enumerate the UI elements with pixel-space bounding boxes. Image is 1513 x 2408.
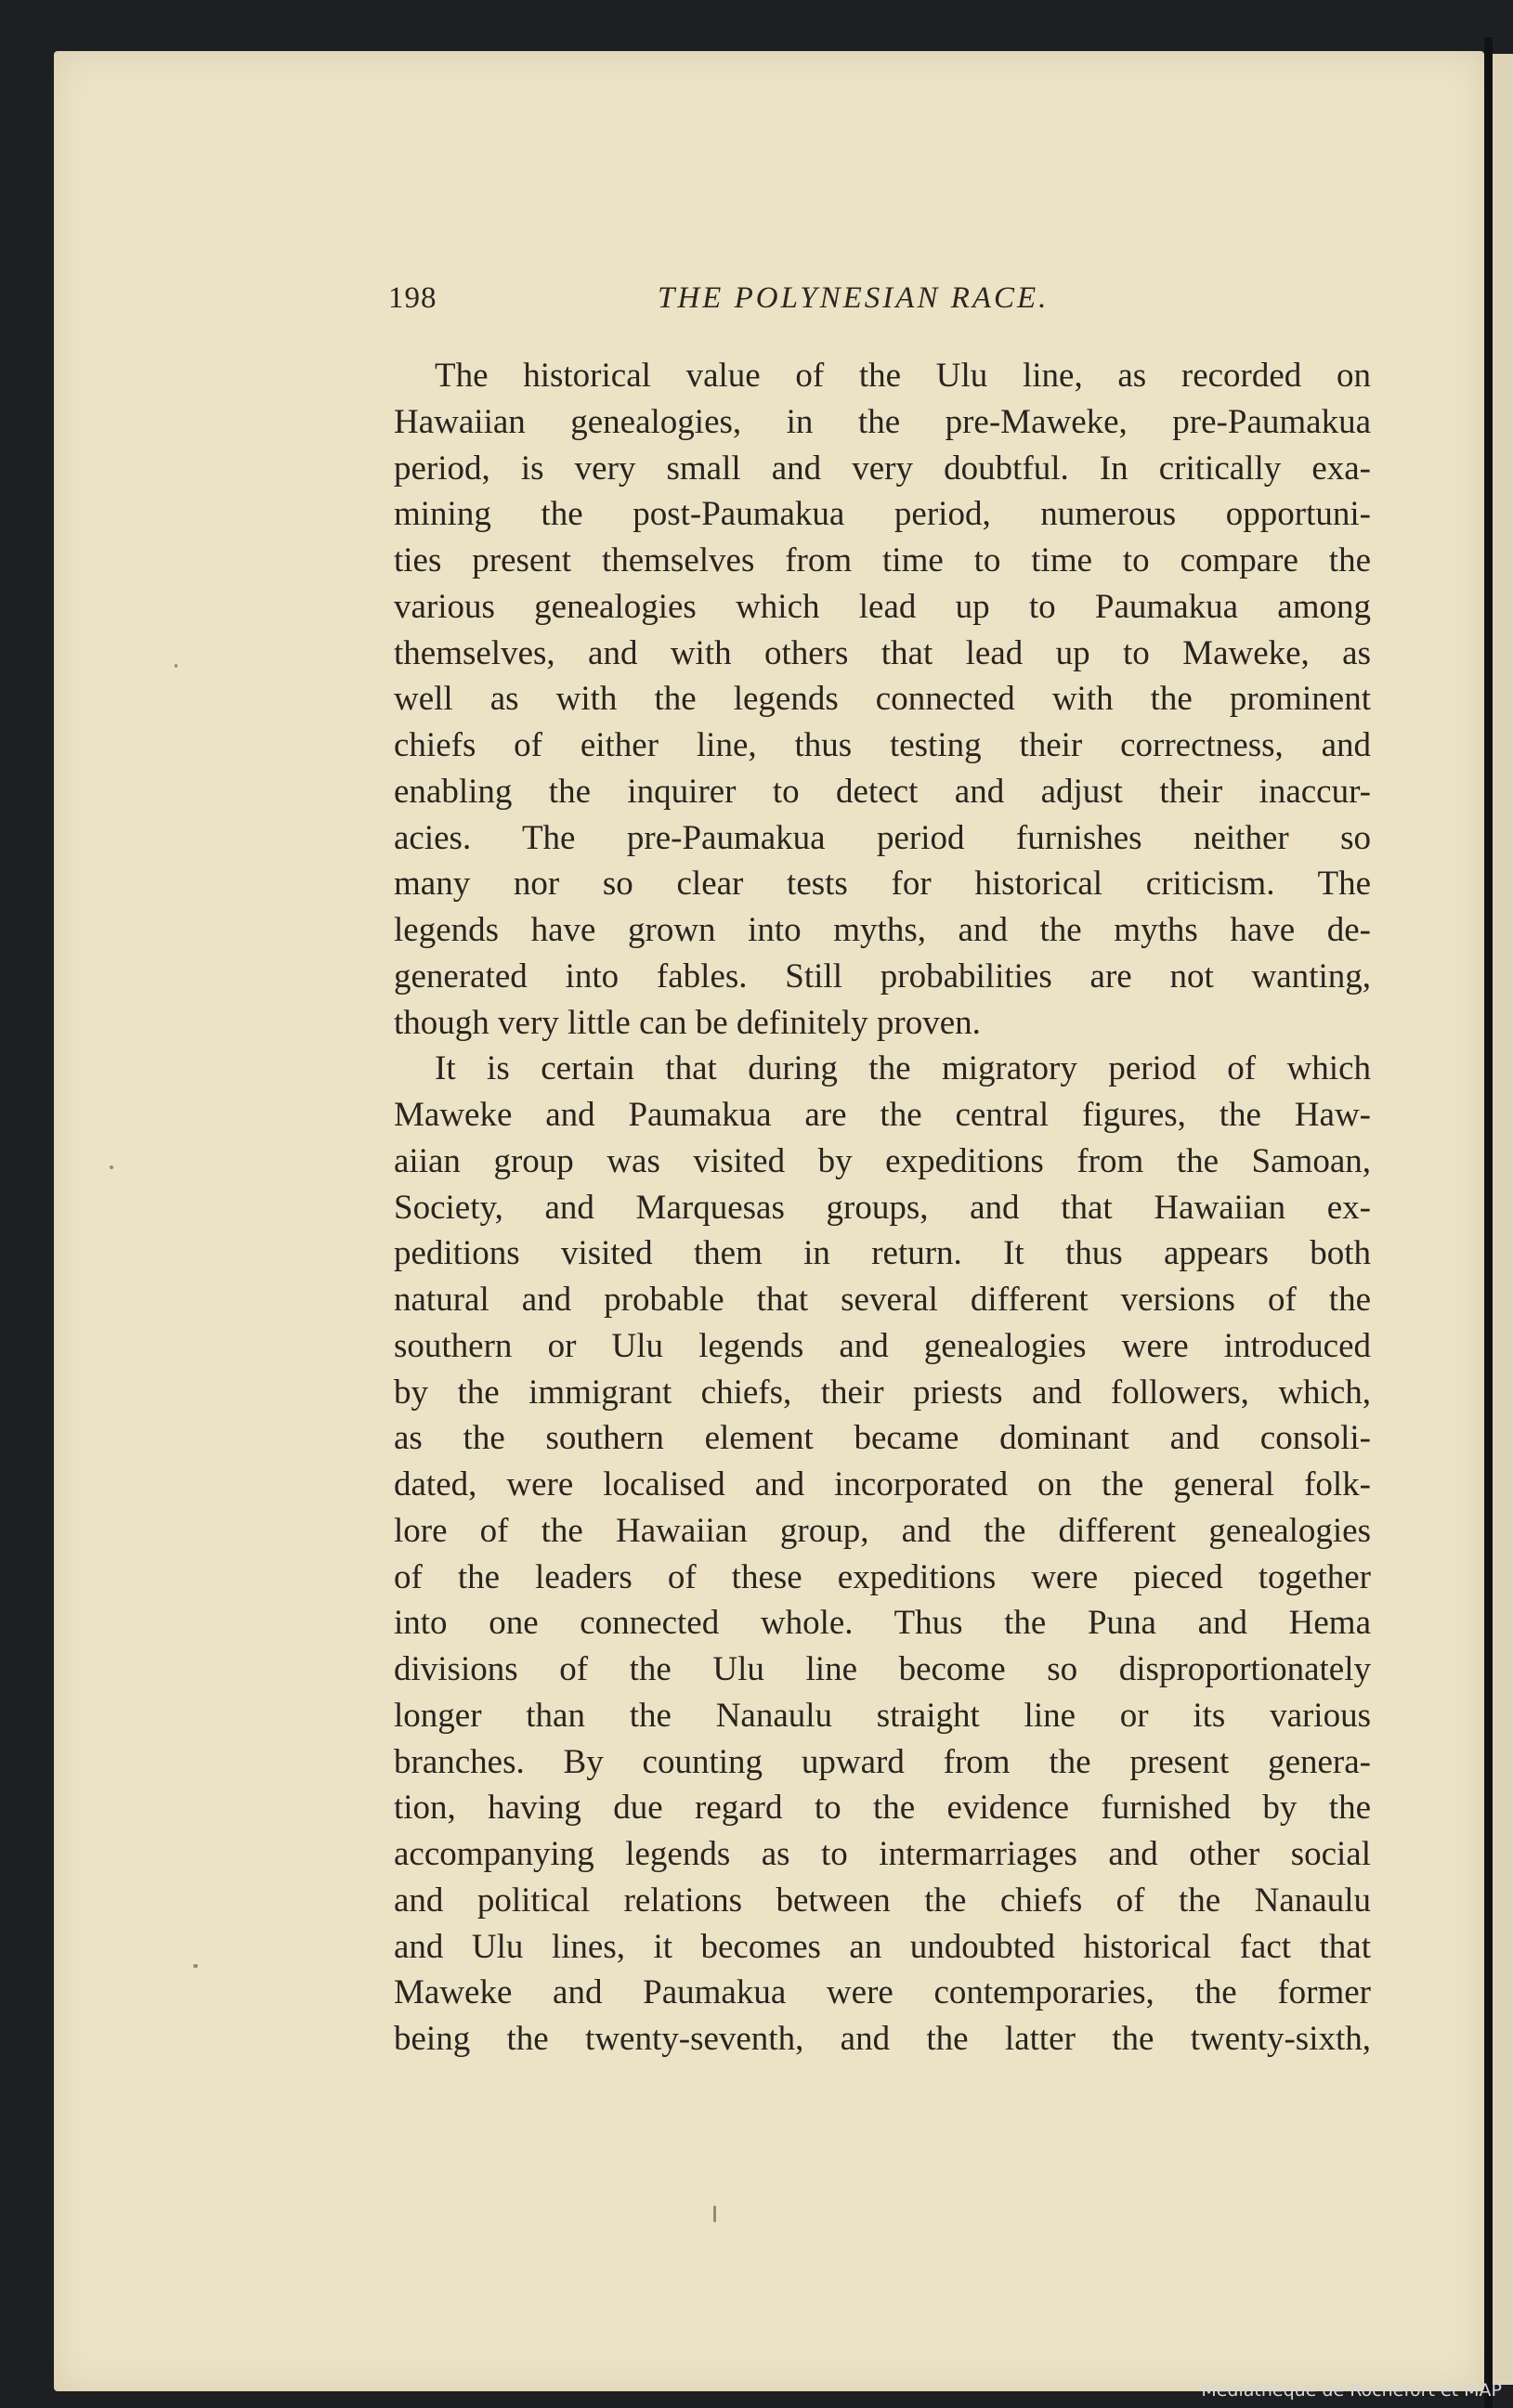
text-line: natural and probable that several different versions of the <box>394 1281 1371 1319</box>
text-line: themselves, and with others that lead up to Maweke, as <box>394 633 1371 672</box>
text-line: by the immigrant chiefs, their priests and followers, which, <box>394 1373 1371 1412</box>
text-line: longer than the Nanaulu straight line or its various <box>394 1696 1371 1735</box>
book-spine <box>1484 37 1493 2408</box>
text-line: chiefs of either line, thus testing their correctness, and <box>394 726 1371 764</box>
text-line: generated into fables. Still probabilities are not wanting, <box>394 957 1371 996</box>
body-text <box>394 353 1371 2063</box>
paper-speck <box>175 664 177 668</box>
paper-speck <box>110 1165 113 1169</box>
paper-speck <box>713 2206 716 2222</box>
text-line: many nor so clear tests for historical criticism. The <box>394 865 1371 904</box>
paragraph-1 <box>394 353 1371 1046</box>
text-line: dated, were localised and incorporated on the general folk- <box>394 1465 1371 1503</box>
text-line: Hawaiian genealogies, in the pre-Maweke, pre-Paumakua <box>394 402 1371 441</box>
page-number: 198 <box>388 281 437 315</box>
running-title: THE POLYNESIAN RACE. <box>658 281 1050 315</box>
text-line: into one connected whole. Thus the Puna and Hema <box>394 1604 1371 1643</box>
text-line: The historical value of the Ulu line, as recorded on <box>435 357 1371 395</box>
text-line: various genealogies which lead up to Paumakua among <box>394 587 1371 626</box>
text-line: accompanying legends as to intermarriages and other social <box>394 1835 1371 1873</box>
text-line: Maweke and Paumakua are the central figures, the Haw- <box>394 1096 1371 1134</box>
text-line: mining the post-Paumakua period, numerous opportuni- <box>394 495 1371 534</box>
text-line: aiian group was visited by expeditions from the Samoan, <box>394 1141 1371 1180</box>
image-credit: Médiathèque de Rochefort et MAP <box>1201 2380 1502 2401</box>
text-line: and political relations between the chiefs of the Nanaulu <box>394 1881 1371 1920</box>
text-line: enabling the inquirer to detect and adjust their inaccur- <box>394 772 1371 811</box>
text-line: lore of the Hawaiian group, and the different genealogies <box>394 1511 1371 1550</box>
text-line: and Ulu lines, it becomes an undoubted historical fact that <box>394 1927 1371 1966</box>
paragraph-2 <box>394 1046 1371 2063</box>
text-line: southern or Ulu legends and genealogies were introduced <box>394 1326 1371 1365</box>
running-head <box>388 281 1373 333</box>
text-line: legends have grown into myths, and the myths have de- <box>394 911 1371 949</box>
text-line: Maweke and Paumakua were contemporaries, the former <box>394 1973 1371 2012</box>
text-line: peditions visited them in return. It thus appears both <box>394 1234 1371 1273</box>
text-line: ties present themselves from time to time to compare the <box>394 541 1371 579</box>
paper-speck <box>193 1964 198 1968</box>
facing-page-edge <box>1493 54 1513 2385</box>
text-line: as the southern element became dominant and consoli- <box>394 1419 1371 1458</box>
text-line: Society, and Marquesas groups, and that Hawaiian ex- <box>394 1188 1371 1227</box>
text-line: It is certain that during the migratory period of which <box>435 1049 1371 1088</box>
text-line: being the twenty-seventh, and the latter the twenty-sixth, <box>394 2020 1371 2058</box>
text-line: branches. By counting upward from the present genera- <box>394 1742 1371 1781</box>
text-line: period, is very small and very doubtful. In critically exa- <box>394 449 1371 488</box>
text-line: tion, having due regard to the evidence furnished by the <box>394 1789 1371 1828</box>
text-line: well as with the legends connected with the prominent <box>394 680 1371 719</box>
text-line: though very little can be definitely proven. <box>394 1003 981 1042</box>
text-line: of the leaders of these expeditions were pieced together <box>394 1557 1371 1596</box>
text-line: divisions of the Ulu line become so disproportionately <box>394 1650 1371 1688</box>
text-line: acies. The pre-Paumakua period furnishes neither so <box>394 818 1371 857</box>
